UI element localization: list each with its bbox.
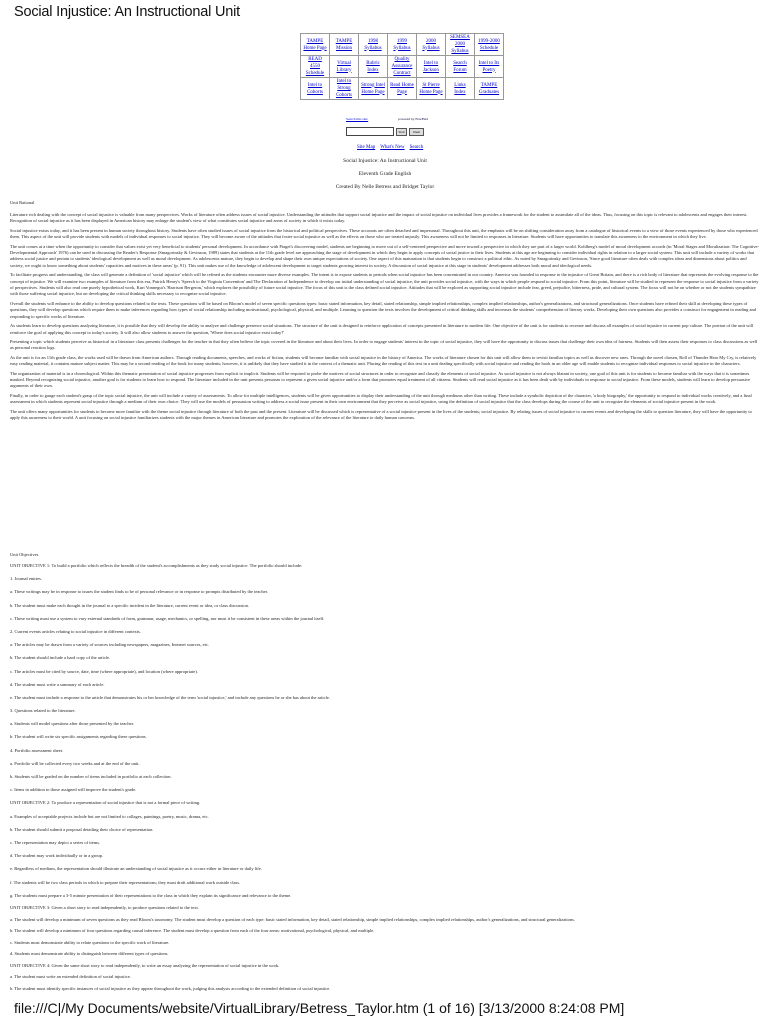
- objective-line: b. The student should include a hard copy of the article.: [10, 655, 111, 661]
- nav-link[interactable]: TAMPE Home Page: [303, 38, 327, 51]
- objective-line: d. The student must write a summary of each article.: [10, 681, 105, 687]
- nav-cell: [388, 56, 417, 78]
- nav-cell: [388, 34, 417, 56]
- nav-cell: [475, 78, 504, 100]
- objective-line: a. Students will model questions after those presented by the teacher.: [10, 721, 134, 727]
- nav-cell: [446, 56, 475, 78]
- rationale-paragraph: Presenting a topic which students perceive as historical in a literature class presents challenges for the teacher in that they often believe the topic covered in the literature and about their lives. In order to engage students' interest in the topic of social injustice, they will have the opportunity to discuss issues that challenge their own idea of fairness. Students will then assess their responses to class discussions as well as personal reaction logs.: [10, 338, 758, 351]
- search-input[interactable]: [346, 127, 394, 136]
- nav-cell: [475, 56, 504, 78]
- created-by: Created By Nelle Betress and Bridget Taylor: [335, 184, 435, 190]
- objective-line: b. The student should submit a proposal detailing their choice of representation.: [10, 826, 154, 832]
- objective-line: 1. Journal entries.: [10, 576, 42, 582]
- find-button[interactable]: Find: [396, 128, 407, 136]
- nav-cell: [359, 78, 388, 100]
- clear-button[interactable]: Clear: [409, 128, 424, 136]
- nav-link[interactable]: Intel to Cohorts: [307, 82, 323, 95]
- site-navigation-table: [300, 33, 504, 100]
- objective-line: g. The students must prepare a 3-5 minute presentation of their representations to the class in which they explain its significance and relevance to the theme.: [10, 892, 292, 898]
- objective-line: UNIT OBJECTIVE 4: Given the same short story to read independently, to write an essay analyzing the representation of social injustice in the work.: [10, 962, 280, 968]
- nav-cell: [475, 34, 504, 56]
- rationale-paragraph: As the unit is for an 11th grade class, the works used will be drawn from American authors. Through reading documents, speeches, and works of fiction, students will become familiar with social injustice in the history of America. The works of literature chosen for this unit will allow them to revisit familiar topics as well as discover new ones. Through the novel chosen, Roll of Thunder Hear My Cry, is relatively easy reading material, it contains mature subject matter. This may be a second reading of the book for many students; however, it is unlikely that they have studied it in the context of a thematic unit. Placing the reading of this text in a unit dealing specifically with social injustice and reading the book in an older age will enable students to recognize individual responses to social injustice in the characters.: [10, 354, 757, 367]
- objective-line: e. The student must include a response to the article that demonstrates his or her knowledge of the term 'social injustice,' and include any questions he or she has about the article.: [10, 694, 330, 700]
- nav-link[interactable]: Rubric Index: [366, 60, 380, 73]
- rationale-paragraph: To facilitate progress and understanding, the class will generate a definition of 'social injustice' which will be refined as the students encounter more diverse examples. The intent is to expose students to periods when social injustice has been concentrated in our country. America was founded in response to the injustice of Great Britain, and there is a rich body of literature that represents the evolving response to the concept of injustice. We will examine two examples of literature from this era, Patrick Henry's 'Speech to the Virginia Convention' and The Declaration of Independence to develop our initial understanding of social injustice, the unit provides social injustice, with the ways in which people respond to social injustice. From this point, literature will be studied to represent the response to social injustice from a variety of perspectives. Students will also read one purely hypothetical work, Kurt Vonnegut's 'Harrison Bergeron,' which explores the possibility of future social injustice. The focus of this unit is the class defined social injustice. Attitudes that will be explored as supporting social injustice include fear, greed, prejudice, bitterness, pride, and cultural system. The focus will not be on whether or not the students sympathize with those suffering social injustice, but on developing the critical thinking skills necessary to recognize social injustice.: [10, 272, 759, 297]
- nav-link[interactable]: St Pierre Home Page: [419, 82, 443, 95]
- rationale-paragraph: The organization of material is in a chronological. Within this thematic presentation of social injustice progresses from explicit to implicit. Students will be required to probe the motives of social structures in order to recognize and classify the elements of social injustice. As social injustice is not always blatant in society, one goal of this unit is for students to become familiar with the ways that it is sometimes masked. Beyond recognizing social injustice, another goal is for students to learn how to respond. The literature included in the unit presents personas to represent a given social injustice and/or a form that promotes equal treatment of all citizens. Students will read social injustice as it has been dealt with by individuals in response to social injustice. From these models, students will learn to develop persuasive arguments of their own.: [10, 370, 751, 389]
- objective-line: d. The student may work individually or in a group.: [10, 853, 104, 859]
- objective-line: b. The student will develop a minimum of four questions regarding causal inference. The student must develop a question from each of the four areas: motivational, psychological, physical, and multiple.: [10, 928, 375, 933]
- objective-line: c. The representation may depict a series of items.: [10, 839, 101, 845]
- objective-line: a. These writings may be in response to issues the student finds to be of personal relevance or in response to prompts distributed by the teacher.: [10, 589, 268, 595]
- rationale-body: [10, 212, 760, 522]
- whats-new-link[interactable]: What's New: [380, 145, 405, 150]
- nav-cell: [330, 56, 359, 78]
- rationale-paragraph: The unit offers many opportunities for students to become more familiar with the theme social injustice through literature of both the past and the present. Literature will be discussed which is representative of a social injustice present in the lives of the students; social injustice. By relating issues of social injustice to current events and developing the skills to question literature, they will have the opportunity to apply this awareness to their world. A unit focusing on social injustice familiarizes students with the major themes in American literature and promotes the exploration of the relevance of the literature to daily human concerns.: [10, 408, 752, 420]
- nav-cell: [417, 34, 446, 56]
- nav-link[interactable]: Intel to Its Poetry: [478, 60, 500, 73]
- objective-line: e. Regardless of medium, the representation should illustrate an understanding of social injustice as it occurs either in literature or daily life.: [10, 866, 262, 872]
- nav-cell: [446, 34, 475, 56]
- nav-link[interactable]: Intel to Strong Cohorts: [336, 79, 352, 98]
- nav-row: [301, 78, 504, 100]
- objective-line: a. The student must write an extended definition of social injustice.: [10, 974, 131, 979]
- nav-link[interactable]: TAMPE Graduates: [478, 82, 500, 95]
- objective-line: d. Students must demonstrate ability to distinguish between different types of questions.: [10, 951, 169, 956]
- nav-cell: [301, 34, 330, 56]
- nav-link[interactable]: SEMSEA 2000 Syllabus: [450, 35, 470, 54]
- objective-line: 3. Questions related to the literature.: [10, 708, 76, 714]
- rationale-paragraph: Finally, in order to gauge each student's grasp of the topic social injustice, the unit will include a variety of assessments. To allow for multiple intelligences, students will be given opportunities to display their understanding of the unit through mediums other than writing. These include a symbolic depiction of the character, 'a body biography,' the opportunity to respond to individual works creatively, and a final assessment in which students represent social injustice through a medium of their own choice. They will use the models of persuasion writing to address a social issue present in their own environment that they perceive as social injustice, using the definition of social injustice that the class develops during the course of the unit to recognize the elements of social injustice present in the work.: [10, 392, 752, 405]
- search-powered-by: powered by FreeFind: [398, 117, 428, 121]
- nav-cell: [330, 78, 359, 100]
- objective-line: b. The student must make each thought in the journal to a specific incident in the literature, current event or idea, or class discussion.: [10, 602, 249, 608]
- nav-link[interactable]: Read Home Page: [390, 82, 414, 95]
- objective-line: a. The student will develop a minimum of seven questions as they read Bloom's taxonomy. The student must develop a question of each type: basic stated information, key detail, stated relationship, simple implied relationships, complex implied relationships, author's generalizations, and structural generalizations.: [10, 916, 576, 922]
- nav-cell: [417, 78, 446, 100]
- nav-link[interactable]: Virtual Library: [336, 60, 352, 73]
- nav-link[interactable]: Intel to Jackson: [423, 60, 439, 73]
- rationale-paragraph: Overall the students will enhance to the ability to develop questions related to the texts. These questions will be based on Bloom's model of seven specific questions types: basic stated information, key detail, stated relationship, simple implied relationships, complex implied relationships, author's generalizations, and structural generalizations. Once students have refined their skill at developing these types of questions, they will develop questions which require them to make inferences regarding how types of social relationship including motivational, psychological, physical, and multiple. Learning to question the texts involves the development of critical thinking skills and increases the students' comprehension of literary works. Developing their own questions also provides a construct for engagement in reading and responding to specific works of literature.: [10, 300, 757, 319]
- objective-line: UNIT OBJECTIVE 3: Given a short story to read independently, to produce questions related to the text.: [10, 905, 199, 910]
- nav-link[interactable]: Links Index: [454, 82, 466, 95]
- objective-line: b. The student must identify specific instances of social injustice as they appear throughout the work, judging this analysis according to the extended definition of social injustice.: [10, 985, 331, 991]
- objective-line: 2. Current events articles relating to social injustice in different contexts.: [10, 628, 141, 634]
- objective-line: a. Portfolio will be collected every two weeks and at the end of the unit.: [10, 760, 140, 766]
- search-link[interactable]: Search: [409, 145, 424, 150]
- objective-line: UNIT OBJECTIVE 1: To build a portfolio which reflects the breadth of the student's accomplishments as they study social injustice. The portfolio should include:: [10, 563, 303, 568]
- nav-link[interactable]: Strong Intel Home Page: [361, 82, 385, 95]
- unit-title: Social Injustice: An Instructional Unit: [343, 158, 427, 164]
- objective-line: c. Students must demonstrate ability to relate questions to the specific work of literature.: [10, 939, 170, 945]
- objective-line: b. Students will be graded on the number of items included in portfolio at each collection.: [10, 774, 172, 779]
- nav-link[interactable]: 1999-2000 Schedule: [478, 38, 500, 51]
- grade-level: Eleventh Grade English: [358, 171, 412, 177]
- objective-line: c. These writing must use a system to vary external standards of form, grammar, usage, mechanics, or spelling, nor must it be consistent in these areas within the journal itself.: [10, 615, 325, 621]
- objective-line: f. The students will be two class periods in which to prepare their representations; they must draft additional work outside class.: [10, 879, 241, 885]
- objective-line: UNIT OBJECTIVE 2: To produce a representation of social injustice that is not a formal piece of writing.: [10, 800, 201, 806]
- nav-cell: [388, 78, 417, 100]
- nav-cell: [417, 56, 446, 78]
- nav-row: [301, 56, 504, 78]
- nav-cell: [330, 34, 359, 56]
- search-area: [346, 117, 428, 122]
- nav-link[interactable]: TAMPE Mission: [335, 38, 353, 51]
- objective-line: a. The articles may be drawn from a variety of sources including newspapers, magazines, Internet sources, etc.: [10, 642, 209, 648]
- nav-cell: [301, 56, 330, 78]
- objective-line: b. The student will write six specific assignments regarding these questions.: [10, 734, 147, 740]
- nav-cell: [446, 78, 475, 100]
- rationale-paragraph: Literature rich dealing with the concept of social injustice is valuable from many perspectives. Works of literature often address issues of social injustice. Understanding the attitudes that support social injustice and the impact of social injustice on individual lives provides a framework for the student to assimilate all of the ideas. Thus, focusing on this topic is relevant to adolescents and engages their interest. Recognition of social injustice as it has been displayed in American history may enlarge the student's view of what constitutes social injustice and areas of society in which it exists today.: [10, 212, 748, 224]
- nav-row: [301, 34, 504, 56]
- objectives-list-1: [10, 563, 760, 906]
- rationale-paragraph: Social injustice exists today, and it has been present in human society throughout history. Students have often studied issues of social injustice from the historical and political perspectives. These accounts are often detached and impersonal. Throughout this unit, the emphasis will be on shifting consideration away from a catalogue of historical events to a view of those events experienced by those who experienced them. This aspect of the unit will provide students with models of individual responses to social injustice. They will become aware of the attitudes that foster social injustice as well as the effects on those who are treated unjustly. This awareness will not be limited to responses in literature. Students will have opportunities to translate this awareness to the environment in which they live.: [10, 227, 758, 240]
- objectives-label: Unit Objectives: [10, 552, 39, 557]
- nav-cell: [301, 78, 330, 100]
- site-map-link[interactable]: Site Map: [357, 145, 376, 150]
- nav-cell: [359, 56, 388, 78]
- nav-link[interactable]: 2000 Syllabus: [422, 38, 440, 51]
- objective-line: c. Items in addition to those assigned will improve the student's grade.: [10, 787, 137, 793]
- nav-link[interactable]: READ 4550 Schedule: [305, 57, 325, 76]
- rationale-paragraph: As students learn to develop questions analyzing literature, it is possible that they will develop the ability to analyze and challenge presence social situations. The structure of the unit is designed to reinforce application of concepts presented in literature to modern life. One objective of the unit is for students to recreate and discuss all examples of social injustice in current pop culture. The portion of the unit will reinforce the goal of applying this concept to today's society. It will also allow students to answer the question, 'Where does social injustice exist today?': [10, 323, 754, 335]
- objectives-list-2: [10, 905, 760, 997]
- rationale-paragraph: The unit comes at a time when the opportunity to consider that values exist yet very beneficial to students' personal development. In accordance with Piaget's discovering model, students are beginning to move out of a self-centered perspective and move toward a perspective in which they are part of a larger world. Kohlberg's model of moral development accords (in 'Moral Stages and Moralization: The Cognitive-Developmental Approach' 1976) can be used in discussing the Reader's Response (Smagorinsky & Gevinson, 1989) states that students at the 11th grade level are approaching the stage of development in which they begin to apply concepts of social justice to their lives. Students at this age are beginning to consider individual rights in relation to a larger social system. This unit will include a variety of works that address social justice and pertain to students' ideological development as well as moral development. As adolescents mature, they begin to develop and shape their own unique expectations of society. One aspect of this maturation is that students begin to construct a political ethic. As noted by Smagorinsky and Gevinson, 'Since good literature often deals with complex ideas and dimensions about politics and society, we ought to know something about students' capacities and motives in these areas' (p. 91). This unit makes use of the knowledge of adolescent development to target students growing interest in society. A discussion of social injustice at this stage in students' development addresses both moral and ideological needs.: [10, 243, 760, 268]
- search-label: Search this site:: [346, 117, 369, 121]
- nav-link[interactable]: 1998 Syllabus: [364, 38, 382, 51]
- objective-line: c. The articles must be cited by source, date, time (where appropriate), and location (where appropriate).: [10, 668, 198, 674]
- objective-line: a. Examples of acceptable projects include but are not limited to collages, paintings, poetry, music, drama, etc.: [10, 813, 209, 819]
- nav-link[interactable]: Search Forum: [453, 60, 467, 73]
- file-path-footer: file:///C|/My Documents/website/VirtualLibrary/Betress_Taylor.htm (1 of 16) [3/13/2000 8:24:08 PM]: [14, 1000, 625, 1016]
- objective-line: 4. Portfolio assessment sheet.: [10, 747, 64, 753]
- nav-link[interactable]: 1999 Syllabus: [393, 38, 411, 51]
- site-links: [357, 145, 423, 150]
- document-title: Social Injustice: An Instructional Unit: [14, 4, 240, 20]
- search-row: [346, 127, 424, 136]
- nav-cell: [359, 34, 388, 56]
- rationale-label: Unit Rational: [10, 200, 35, 205]
- nav-link[interactable]: Quality Assurance Contract: [391, 57, 413, 76]
